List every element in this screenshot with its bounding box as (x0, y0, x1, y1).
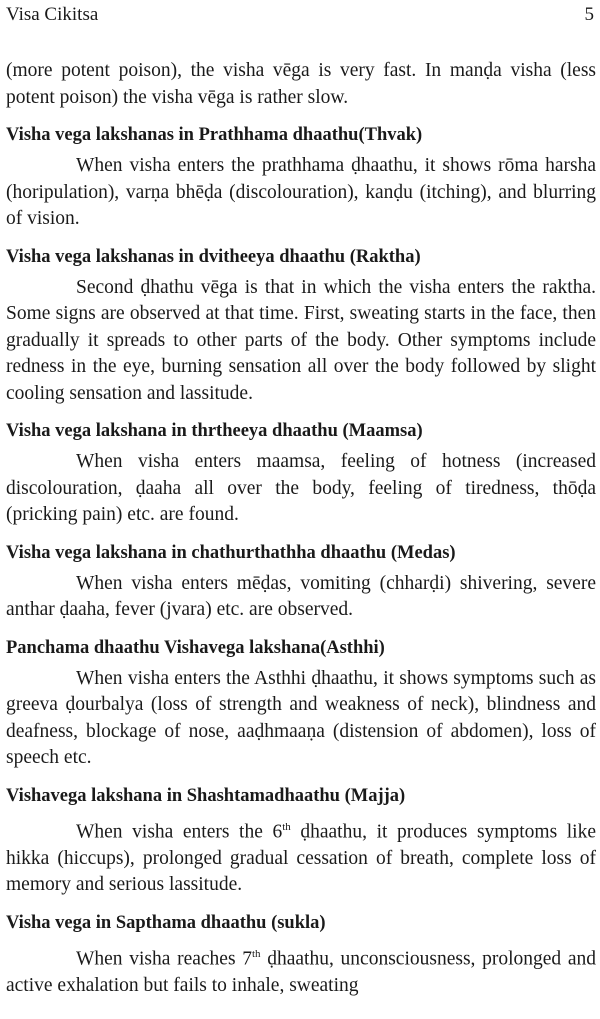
page-body (6, 58, 596, 999)
section-text-asthhi: When visha enters the Asthhi ḍhaathu, it shows symptoms such as greeva ḍourbalya (loss of strength and weakness of neck), blindness and deafness, blockage of nose, aaḍhmaaṇa (distension of abdomen), loss of speech etc. (6, 667, 596, 768)
section-text-majja: When visha enters the 6th ḍhaathu, it produces symptoms like hikka (hiccups), prolonged gradual cessation of breath, complete loss of memory and serious lassitude. (6, 820, 596, 895)
section-text-thvak: When visha enters the prathhama ḍhaathu, it shows rōma harsha (horipulation), varṇa bhēḍa (discolouration), kanḍu (itching), and blurring of vision. (6, 155, 596, 229)
section-heading-maamsa: Visha vega lakshana in thrtheeya dhaathu (Maamsa) (6, 421, 423, 441)
section-heading-medas: Visha vega lakshana in chathurthathha dhaathu (Medas) (6, 542, 456, 563)
page-number: 5 (584, 4, 594, 25)
section-heading-raktha: Visha vega lakshanas in dvitheeya dhaathu (Raktha) (6, 246, 421, 267)
section-text-raktha: Second ḍhathu vēga is that in which the visha enters the raktha. Some signs are observed at that time. First, sweating starts in the face, then gradually it spreads to other parts of the body. Other symptoms include redness in the eye, burning sensation all over the body followed by slight cooling sensation and lassitude. (6, 276, 596, 404)
section-text-sukla: When visha reaches 7th ḍhaathu, unconsciousness, prolonged and active exhalation but fails to inhale, sweating (6, 947, 596, 996)
section-text-maamsa: When visha enters maamsa, feeling of hotness (increased discolouration, ḍaaha all over the body, feeling of tiredness, thōḍa (pricking pain) etc. are found. (6, 451, 596, 525)
section-heading-majja: Vishavega lakshana in Shashtamadhaathu (Majja) (6, 785, 406, 806)
section-heading-thvak: Visha vega lakshanas in Prathhama dhaathu(Thvak) (6, 125, 423, 145)
intro-paragraph: (more potent poison), the visha vēga is very fast. In manḍa visha (less potent poison) the visha vēga is rather slow. (6, 60, 596, 108)
section-heading-asthhi: Panchama dhaathu Vishavega lakshana(Asthhi) (6, 637, 385, 658)
section-heading-sukla: Visha vega in Sapthama dhaathu (sukla) (6, 912, 326, 933)
running-head-title: Visa Cikitsa (6, 4, 99, 25)
section-text-medas: When visha enters mēḍas, vomiting (chharḍi) shivering, severe anthar ḍaaha, fever (jvara) etc. are observed. (6, 572, 596, 620)
running-head (6, 4, 594, 26)
